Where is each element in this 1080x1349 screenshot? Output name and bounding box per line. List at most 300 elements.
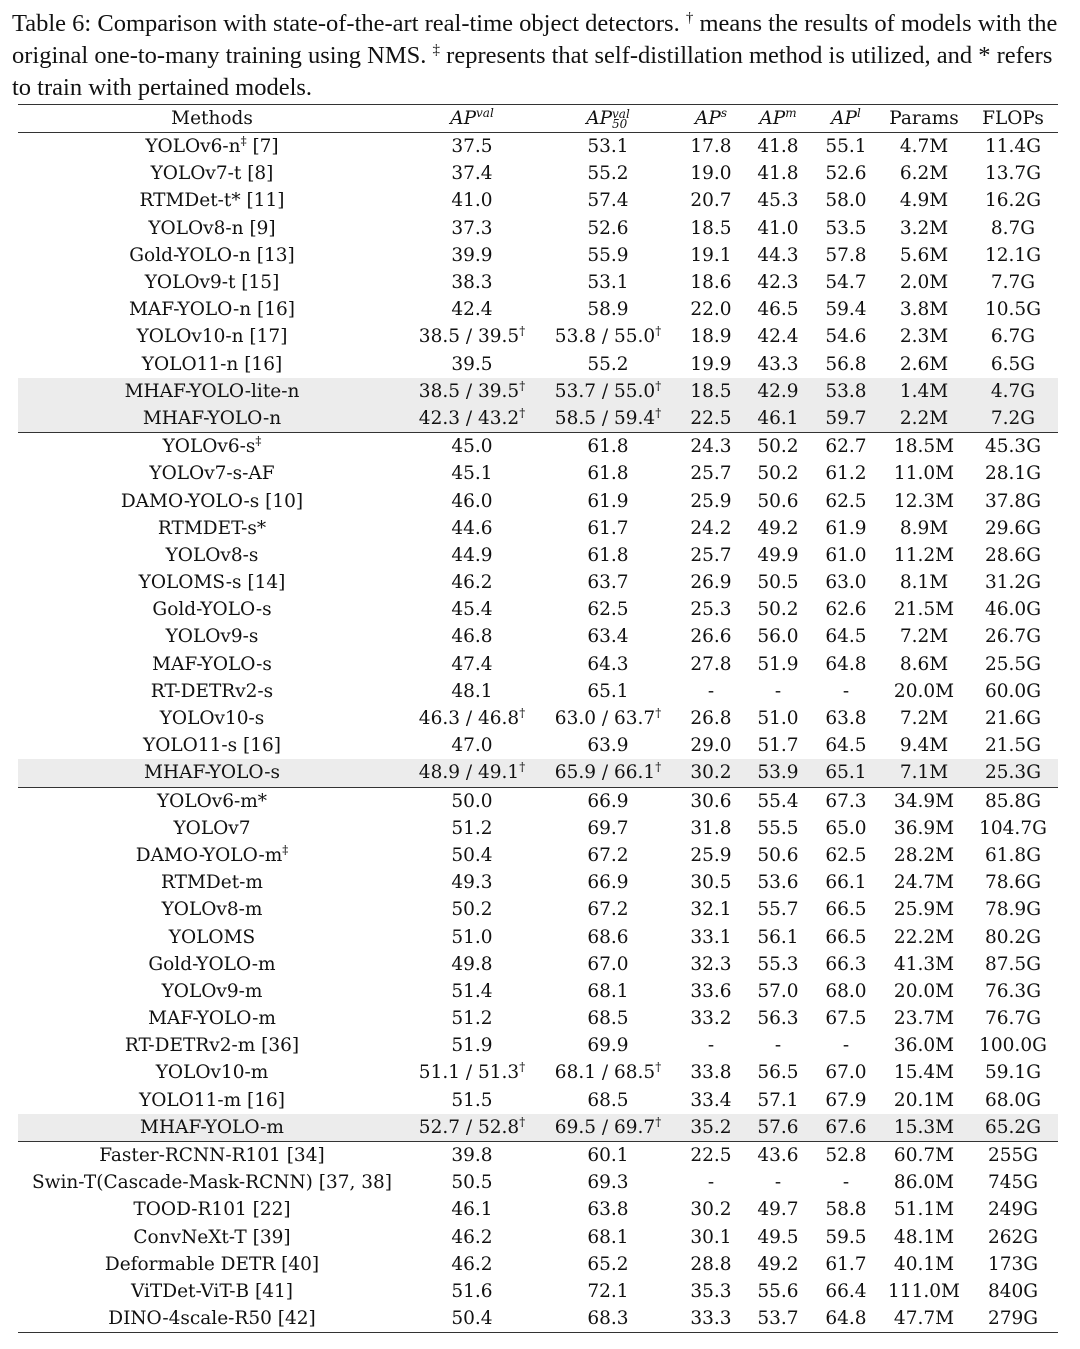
ap-m-value: 50.6 (757, 490, 799, 512)
ap-s-value: 30.6 (690, 790, 732, 812)
ap-m-value: 50.2 (757, 463, 799, 485)
ap-s-value: 32.1 (690, 899, 732, 921)
params-value: 41.3M (893, 953, 955, 975)
col-ap-s (678, 105, 744, 133)
table-row (18, 1169, 1058, 1196)
ap50-val-value: 66.9 (587, 872, 629, 894)
method-name: YOLO11-n [16] (141, 353, 283, 375)
cell-params (880, 433, 968, 461)
cell-ap-m (744, 1059, 812, 1086)
cell-ap-val (406, 951, 538, 978)
cell-ap50-val (538, 842, 678, 869)
flops-value: 173G (987, 1253, 1039, 1275)
method-name: RT-DETRv2-m [36] (124, 1035, 300, 1057)
cell-params (880, 951, 968, 978)
ap-val-sup: val (476, 106, 494, 120)
params-value: 2.3M (899, 326, 949, 348)
cell-flops (968, 842, 1058, 869)
caption-part2: means the results of models with the original one-to-many training using NMS. (12, 10, 1058, 69)
cell-params (880, 678, 968, 705)
cell-flops (968, 732, 1058, 759)
method-name: YOLOMS (168, 926, 256, 948)
cell-ap-l (812, 1114, 880, 1142)
cell-ap-m (744, 242, 812, 269)
table-row (18, 978, 1058, 1005)
cell-params (880, 787, 968, 815)
table-row (18, 1141, 1058, 1169)
cell-params (880, 323, 968, 350)
cell-ap-m (744, 596, 812, 623)
ap50-val-value: 55.2 (587, 163, 629, 185)
ap-val-value: 46.8 (451, 626, 493, 648)
cell-ap-m (744, 296, 812, 323)
cell-ap-m (744, 759, 812, 787)
ap50-val-label: AP (586, 108, 613, 129)
cell-ap50-val (538, 705, 678, 732)
ap50-val-value: 53.1 (587, 136, 629, 158)
cell-params (880, 542, 968, 569)
params-value: 21.5M (893, 599, 955, 621)
cell-ap-val (406, 869, 538, 896)
cell-flops (968, 1251, 1058, 1278)
cell-method (18, 732, 406, 759)
ap-l-value: 62.5 (825, 490, 867, 512)
cell-ap-m (744, 1005, 812, 1032)
cell-method (18, 678, 406, 705)
cell-method (18, 160, 406, 187)
cell-ap-val (406, 242, 538, 269)
cell-ap-m (744, 705, 812, 732)
params-value: 20.0M (893, 980, 955, 1002)
ap-val-value: 46.2 (451, 1226, 493, 1248)
ap-val-value: 48.9 / 49.1 (418, 762, 520, 784)
cell-ap-m (744, 1224, 812, 1251)
cell-ap-s (678, 1278, 744, 1305)
flops-value: 29.6G (985, 517, 1041, 539)
cell-ap50-val (538, 515, 678, 542)
cell-method (18, 515, 406, 542)
ap-s-value: 18.9 (690, 326, 732, 348)
ap-l-value: 66.5 (825, 899, 867, 921)
cell-ap50-val (538, 1278, 678, 1305)
cell-flops (968, 187, 1058, 214)
cell-ap-s (678, 487, 744, 514)
ap-l-value: 62.5 (825, 844, 867, 866)
header-row (18, 105, 1058, 133)
cell-ap50-val (538, 323, 678, 350)
cell-params (880, 623, 968, 650)
cell-ap-l (812, 269, 880, 296)
cell-method (18, 623, 406, 650)
table-row (18, 242, 1058, 269)
cell-ap-l (812, 842, 880, 869)
table-group (18, 133, 1058, 433)
params-value: 2.6M (899, 353, 949, 375)
method-name: ConvNeXt-T [39] (133, 1226, 291, 1248)
cell-ap-val (406, 1114, 538, 1142)
ap-m-value: 42.3 (757, 272, 799, 294)
ap-l-value: 55.1 (825, 136, 867, 158)
ap-m-value: 43.3 (757, 353, 799, 375)
cell-ap-s (678, 623, 744, 650)
params-value: 3.8M (899, 299, 949, 321)
ap50-val-mark: † (655, 706, 662, 721)
flops-value: 28.1G (985, 463, 1041, 485)
cell-ap-l (812, 1169, 880, 1196)
ap-val-mark: † (519, 324, 526, 339)
method-name: YOLOv8-n [9] (148, 217, 276, 239)
cell-flops (968, 433, 1058, 461)
ap50-val-value: 65.2 (587, 1253, 629, 1275)
cell-method (18, 569, 406, 596)
cell-ap-l (812, 1087, 880, 1114)
ap-m-value: 53.6 (757, 872, 799, 894)
ap-m-value: 49.9 (757, 544, 799, 566)
table-row (18, 1305, 1058, 1333)
cell-ap-val (406, 515, 538, 542)
method-name: DAMO-YOLO-s [10] (120, 490, 304, 512)
table-row (18, 705, 1058, 732)
ap50-val-value: 67.0 (587, 953, 629, 975)
cell-ap-l (812, 732, 880, 759)
col-methods: Methods (18, 105, 406, 133)
cell-method (18, 869, 406, 896)
ap50-val-value: 66.9 (587, 790, 629, 812)
cell-flops (968, 1059, 1058, 1086)
cell-ap-l (812, 923, 880, 950)
ap-s-value: 25.7 (690, 544, 732, 566)
cell-params (880, 1005, 968, 1032)
method-name: YOLOv8-s (165, 544, 259, 566)
ap-m-value: 41.0 (757, 217, 799, 239)
method-name: MHAF-YOLO-m (140, 1116, 284, 1138)
flops-value: 61.8G (985, 844, 1041, 866)
ap50-val-value: 64.3 (587, 653, 629, 675)
ap-l-value: 67.6 (825, 1116, 867, 1138)
cell-ap-l (812, 705, 880, 732)
ap-val-value: 38.5 / 39.5 (418, 326, 520, 348)
cell-ap50-val (538, 242, 678, 269)
method-mark: ‡ (282, 842, 289, 857)
ap-s-value: 25.9 (690, 490, 732, 512)
params-value: 23.7M (893, 1008, 955, 1030)
ap-s-value: 24.3 (690, 436, 732, 458)
ap-val-value: 51.1 / 51.3 (418, 1062, 520, 1084)
ap-m-value: 49.2 (757, 1253, 799, 1275)
cell-ap-l (812, 133, 880, 161)
cell-method (18, 1224, 406, 1251)
flops-value: 76.7G (985, 1008, 1041, 1030)
cell-ap-m (744, 1305, 812, 1333)
ap-s-value: 22.0 (690, 299, 732, 321)
params-value: 22.2M (893, 926, 955, 948)
ap-val-value: 45.4 (451, 599, 493, 621)
table-row (18, 269, 1058, 296)
ap-l-value: 68.0 (825, 980, 867, 1002)
ap-val-value: 49.3 (451, 872, 493, 894)
method-name: YOLO11-m [16] (138, 1089, 286, 1111)
ap-l-value: 52.8 (825, 1145, 867, 1167)
table-row (18, 596, 1058, 623)
cell-params (880, 515, 968, 542)
ap-val-value: 47.0 (451, 735, 493, 757)
ap-m-value: 49.5 (757, 1226, 799, 1248)
ap-s-value: - (707, 680, 715, 702)
cell-params (880, 1059, 968, 1086)
ap-l-value: 67.5 (825, 1008, 867, 1030)
ap-l-value: 61.7 (825, 1253, 867, 1275)
cell-ap50-val (538, 569, 678, 596)
cell-ap-val (406, 732, 538, 759)
cell-ap-l (812, 978, 880, 1005)
cell-ap-val (406, 1005, 538, 1032)
params-value: 34.9M (893, 790, 955, 812)
cell-ap-m (744, 869, 812, 896)
cell-method (18, 978, 406, 1005)
table-row (18, 405, 1058, 433)
ap50-val-sub: 50 (612, 117, 628, 131)
cell-ap-val (406, 896, 538, 923)
cell-ap50-val (538, 869, 678, 896)
table-row (18, 1224, 1058, 1251)
method-name: MAF-YOLO-s (152, 653, 272, 675)
cell-ap-s (678, 1224, 744, 1251)
cell-method (18, 1059, 406, 1086)
ap-m-value: 50.2 (757, 436, 799, 458)
ap-val-value: 37.4 (451, 163, 493, 185)
cell-ap-val (406, 842, 538, 869)
cell-ap-m (744, 487, 812, 514)
table-row (18, 460, 1058, 487)
cell-ap-s (678, 705, 744, 732)
ap-val-value: 37.3 (451, 217, 493, 239)
ap-s-value: 29.0 (690, 735, 732, 757)
cell-method (18, 378, 406, 405)
params-value: 8.6M (899, 653, 949, 675)
params-value: 1.4M (899, 380, 949, 402)
ap50-val-mark: † (655, 378, 662, 393)
table-row (18, 542, 1058, 569)
cell-params (880, 405, 968, 433)
cell-ap-l (812, 869, 880, 896)
cell-flops (968, 815, 1058, 842)
cell-ap-m (744, 1114, 812, 1142)
cell-ap-s (678, 405, 744, 433)
cell-flops (968, 460, 1058, 487)
cell-ap-m (744, 951, 812, 978)
method-name: YOLO11-s [16] (143, 735, 281, 757)
ap-s-value: 33.6 (690, 980, 732, 1002)
cell-ap-s (678, 1032, 744, 1059)
method-name: YOLOv6-m* (156, 790, 268, 812)
ap-m-value: 49.2 (757, 517, 799, 539)
ap-l-value: 67.3 (825, 790, 867, 812)
ap-m-value: 55.4 (757, 790, 799, 812)
cell-ap50-val (538, 978, 678, 1005)
table-row (18, 896, 1058, 923)
ap-s-value: 18.5 (690, 217, 732, 239)
cell-ap-val (406, 405, 538, 433)
cell-params (880, 487, 968, 514)
ap-m-label: AP (759, 108, 786, 129)
ap50-val-value: 60.1 (587, 1145, 629, 1167)
method-name: Gold-YOLO-n [13] (129, 244, 295, 266)
cell-ap-s (678, 596, 744, 623)
cell-params (880, 1114, 968, 1142)
cell-ap-l (812, 187, 880, 214)
ap-l-value: 66.1 (825, 872, 867, 894)
double-dagger-symbol: ‡ (432, 42, 441, 58)
cell-ap-m (744, 405, 812, 433)
ap-l-value: 59.5 (825, 1226, 867, 1248)
params-value: 9.4M (899, 735, 949, 757)
method-name: YOLOv10-s (159, 708, 265, 730)
col-flops: FLOPs (968, 105, 1058, 133)
cell-params (880, 759, 968, 787)
cell-ap-l (812, 951, 880, 978)
ap50-val-mark: † (655, 1114, 662, 1129)
ap-m-value: 44.3 (757, 244, 799, 266)
flops-value: 21.5G (985, 735, 1041, 757)
cell-ap50-val (538, 1114, 678, 1142)
cell-ap-s (678, 1087, 744, 1114)
ap-m-value: 53.7 (757, 1308, 799, 1330)
flops-value: 279G (987, 1308, 1039, 1330)
method-name: YOLOv6-s (162, 436, 256, 458)
cell-ap-l (812, 460, 880, 487)
ap-l-value: 65.0 (825, 817, 867, 839)
ap-val-value: 52.7 / 52.8 (418, 1116, 520, 1138)
method-name: Faster-RCNN-R101 [34] (99, 1145, 325, 1167)
params-value: 7.1M (899, 762, 949, 784)
method-name: YOLOv10-n [17] (136, 326, 288, 348)
cell-ap50-val (538, 815, 678, 842)
cell-ap-s (678, 1005, 744, 1032)
cell-params (880, 732, 968, 759)
flops-value: 13.7G (985, 163, 1041, 185)
table-row (18, 133, 1058, 161)
ap50-val-value: 68.6 (587, 926, 629, 948)
ap-s-value: 28.8 (690, 1253, 732, 1275)
cell-method (18, 759, 406, 787)
cell-ap-m (744, 1141, 812, 1169)
cell-ap-val (406, 1032, 538, 1059)
flops-value: 78.9G (985, 899, 1041, 921)
method-name: YOLOv9-s (165, 626, 259, 648)
cell-ap-m (744, 815, 812, 842)
params-value: 20.1M (893, 1089, 955, 1111)
cell-ap-val (406, 323, 538, 350)
ap-m-value: 46.5 (757, 299, 799, 321)
ap50-val-value: 69.5 / 69.7 (554, 1116, 656, 1138)
params-value: 5.6M (899, 244, 949, 266)
params-value: 11.2M (893, 544, 955, 566)
cell-params (880, 269, 968, 296)
cell-params (880, 651, 968, 678)
ap50-val-mark: † (655, 1060, 662, 1075)
ap-s-value: 30.2 (690, 762, 732, 784)
ap-val-value: 38.3 (451, 272, 493, 294)
cell-ap-s (678, 133, 744, 161)
ap-s-value: 25.7 (690, 463, 732, 485)
cell-params (880, 842, 968, 869)
ap-val-value: 51.0 (451, 926, 493, 948)
ap-l-value: 57.8 (825, 244, 867, 266)
ap-l-value: 66.4 (825, 1280, 867, 1302)
ap50-val-value: 68.1 / 68.5 (554, 1062, 656, 1084)
flops-value: 80.2G (985, 926, 1041, 948)
method-name: YOLOv7-t [8] (150, 163, 274, 185)
cell-method (18, 1032, 406, 1059)
table-row (18, 1114, 1058, 1142)
ap-s-value: 35.2 (690, 1116, 732, 1138)
cell-flops (968, 787, 1058, 815)
cell-ap-m (744, 978, 812, 1005)
table-row (18, 869, 1058, 896)
ap50-val-value: 53.7 / 55.0 (554, 380, 656, 402)
flops-value: 11.4G (985, 136, 1041, 158)
cell-method (18, 405, 406, 433)
cell-params (880, 596, 968, 623)
cell-ap-s (678, 1141, 744, 1169)
ap-m-value: 41.8 (757, 136, 799, 158)
ap-l-value: 66.5 (825, 926, 867, 948)
cell-ap-s (678, 1305, 744, 1333)
cell-flops (968, 896, 1058, 923)
ap-val-value: 46.0 (451, 490, 493, 512)
cell-ap-l (812, 759, 880, 787)
ap50-val-value: 61.8 (587, 544, 629, 566)
cell-ap-val (406, 351, 538, 378)
ap-val-value: 51.2 (451, 1008, 493, 1030)
flops-value: 31.2G (985, 572, 1041, 594)
ap50-val-value: 63.0 / 63.7 (554, 708, 656, 730)
cell-ap-l (812, 323, 880, 350)
ap-val-value: 39.9 (451, 244, 493, 266)
cell-ap-s (678, 460, 744, 487)
cell-method (18, 596, 406, 623)
ap-val-mark: † (519, 760, 526, 775)
cell-ap50-val (538, 1305, 678, 1333)
ap-l-value: 54.6 (825, 326, 867, 348)
cell-params (880, 1087, 968, 1114)
ap-l-value: 67.9 (825, 1089, 867, 1111)
cell-ap-val (406, 815, 538, 842)
params-value: 111.0M (888, 1280, 960, 1302)
cell-params (880, 378, 968, 405)
cell-method (18, 923, 406, 950)
cell-ap-m (744, 651, 812, 678)
table-row (18, 433, 1058, 461)
ap-l-value: 67.0 (825, 1062, 867, 1084)
cell-ap-m (744, 842, 812, 869)
cell-ap50-val (538, 623, 678, 650)
cell-flops (968, 623, 1058, 650)
ap-s-value: 22.5 (690, 407, 732, 429)
params-value: 25.9M (893, 899, 955, 921)
ap-s-value: 18.6 (690, 272, 732, 294)
ap-s-sup: s (720, 106, 727, 120)
cell-ap50-val (538, 133, 678, 161)
cell-params (880, 242, 968, 269)
ap-val-value: 51.4 (451, 980, 493, 1002)
ap-l-value: 62.7 (825, 436, 867, 458)
flops-value: 78.6G (985, 872, 1041, 894)
table-row (18, 160, 1058, 187)
ap50-val-value: 67.2 (587, 844, 629, 866)
cell-ap-s (678, 951, 744, 978)
ap-val-value: 49.8 (451, 953, 493, 975)
